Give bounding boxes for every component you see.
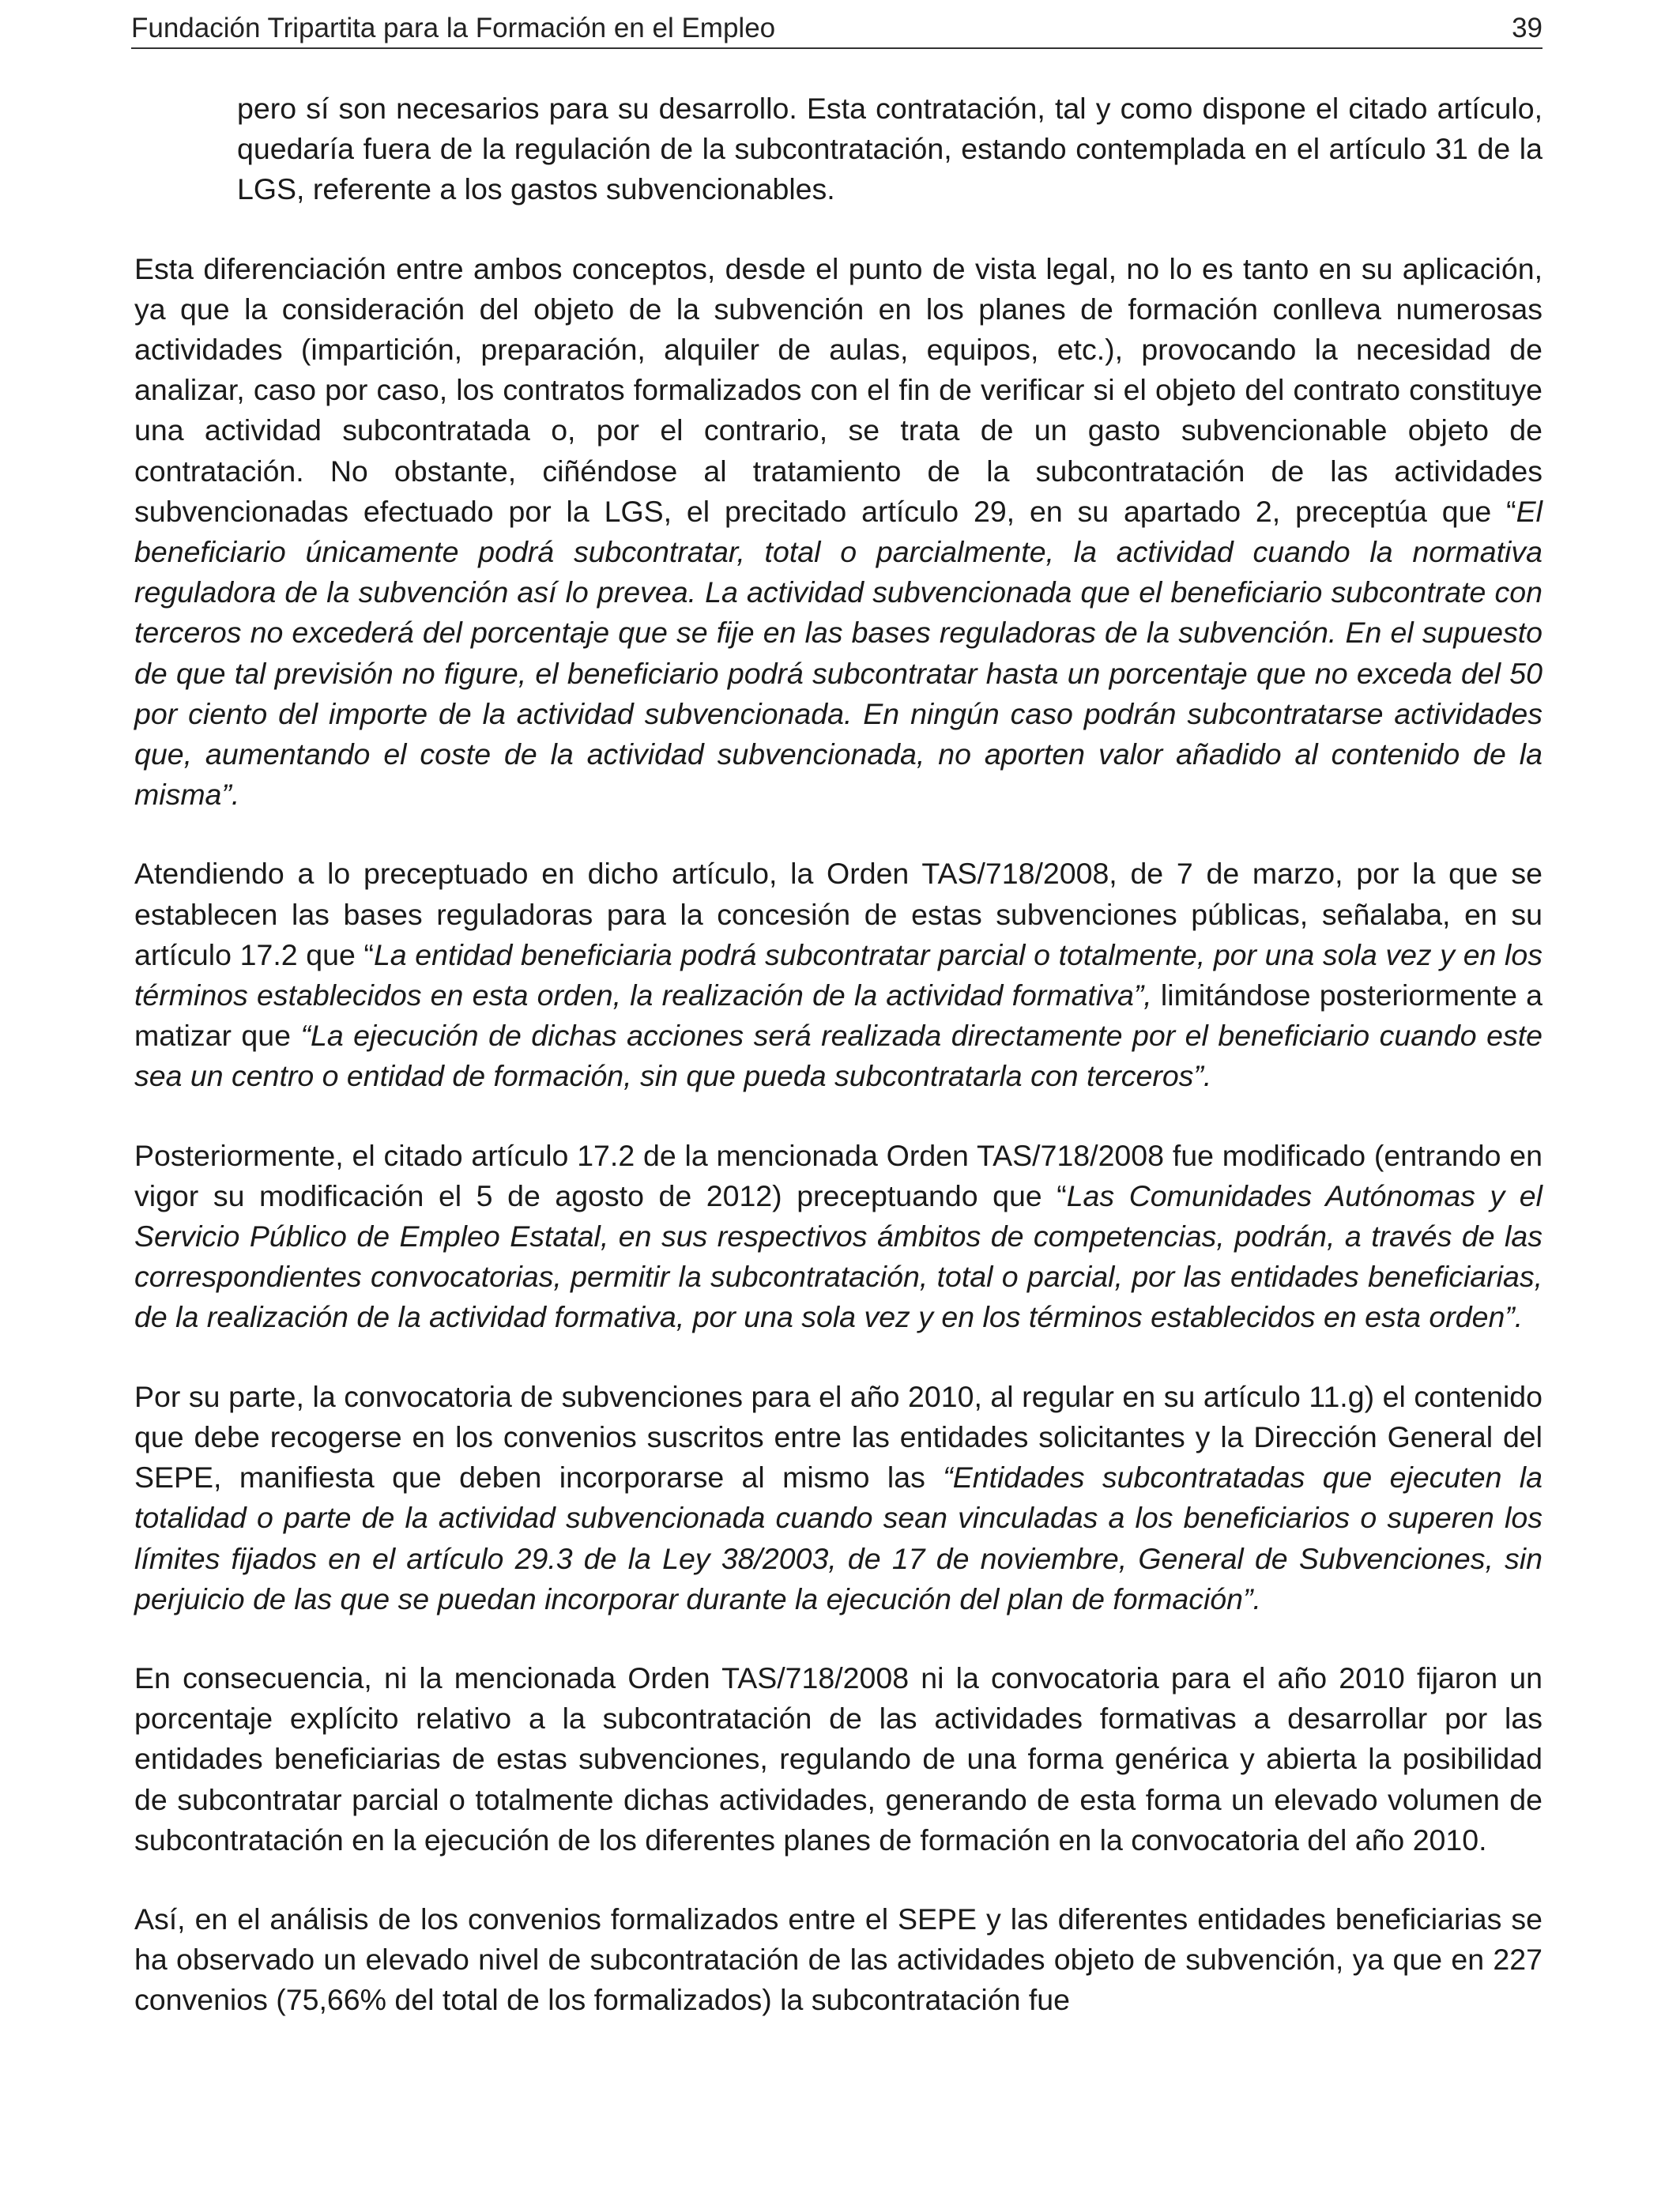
- paragraph-1: [237, 89, 1543, 210]
- paragraph-5-quote: “Entidades subcontratadas que ejecuten la totalidad o parte de la actividad subvencionada cuando sean vinculadas a los beneficiarios o superen los límites fijados en el artículo 29.3 de la Ley 38/2003, de 17 de noviembre, General de Subvenciones, sin perjuicio de las que se puedan incorporar durante la ejecución del plan de formación”.: [134, 1461, 1543, 1615]
- paragraph-3-text: Atendiendo a lo preceptuado en dicho artículo, la Orden TAS/718/2008, de 7 de marzo, por la que se establecen las bases reguladoras para la concesión de estas subvenciones públicas, señalaba, en su artículo 17.2 que “: [134, 857, 1543, 971]
- header-title: Fundación Tripartita para la Formación en el Empleo: [131, 13, 776, 43]
- paragraph-2: [134, 249, 1543, 816]
- paragraph-1-text: pero sí son necesarios para su desarrollo. Esta contratación, tal y como dispone el citado artículo, quedaría fuera de la regulación de la subcontratación, estando contemplada en el artículo 31 de la LGS, referente a los gastos subvencionables.: [237, 92, 1543, 206]
- paragraph-7: [134, 1899, 1543, 2021]
- paragraph-5-text: Por su parte, la convocatoria de subvenciones para el año 2010, al regular en su artículo 11.g) el contenido que debe recogerse en los convenios suscritos entre las entidades solicitantes y la Dirección General del SEPE, manifiesta que deben incorporarse al mismo las: [134, 1379, 1543, 1495]
- page-number: 39: [1512, 13, 1543, 43]
- paragraph-2-text: Esta diferenciación entre ambos conceptos, desde el punto de vista legal, no lo es tanto en su aplicación, ya que la consideración del objeto de la subvención en los planes de formación conlleva numerosas actividades (impartición, preparación, alquiler de aulas, equipos, etc.), provocando la necesidad de analizar, caso por caso, los contratos formalizados con el fin de verificar si el objeto del contrato constituye una actividad subcontratada o, por el contrario, se trata de un gasto subvencionable objeto de contratación. No obstante, ciñéndose al tratamiento de la subcontratación de las actividades subvencionadas efectuado por la LGS, el precitado artículo 29, en su apartado 2, preceptúa que “: [134, 251, 1543, 528]
- paragraph-6-text: En consecuencia, ni la mencionada Orden TAS/718/2008 ni la convocatoria para el año 2010 fijaron un porcentaje explícito relativo a la subcontratación de las actividades formativas a desarrollar por las entidades beneficiarias de estas subvenciones, regulando de una forma genérica y abierta la posibilidad de subcontratar parcial o totalmente dichas actividades, generando de esta forma un elevado volumen de subcontratación en la ejecución de los diferentes planes de formación en la convocatoria del año 2010.: [134, 1661, 1543, 1857]
- paragraph-5: [134, 1377, 1543, 1619]
- paragraph-4-text: Posteriormente, el citado artículo 17.2 de la mencionada Orden TAS/718/2008 fue modificado (entrando en vigor su modificación el 5 de agosto de 2012) preceptuando que “: [134, 1138, 1543, 1212]
- paragraph-3: [134, 854, 1543, 1096]
- paragraph-2-quote: El beneficiario únicamente podrá subcontratar, total o parcialmente, la actividad cuando la normativa reguladora de la subvención así lo prevea. La actividad subvencionada que el beneficiario subcontrate con terceros no excederá del porcentaje que se fije en las bases reguladoras de la subvención. En el supuesto de que tal previsión no figure, el beneficiario podrá subcontratar hasta un porcentaje que no exceda del 50 por ciento del importe de la actividad subvencionada. En ningún caso podrán subcontratarse actividades que, aumentando el coste de la actividad subvencionada, no aporten valor añadido al contenido de la misma”.: [134, 494, 1543, 812]
- document-body: [134, 89, 1543, 2060]
- paragraph-4: [134, 1136, 1543, 1338]
- paragraph-3-text-2: limitándose posteriormente a matizar que: [134, 978, 1543, 1053]
- page-header: [131, 9, 1543, 49]
- paragraph-7-text: Así, en el análisis de los convenios formalizados entre el SEPE y las diferentes entidades beneficiarias se ha observado un elevado nivel de subcontratación de las actividades objeto de subvención, ya que en 227 convenios (75,66% del total de los formalizados) la subcontratación fue: [134, 1902, 1543, 2017]
- paragraph-4-quote: Las Comunidades Autónomas y el Servicio Público de Empleo Estatal, en sus respectivos ámbitos de competencias, podrán, a través de las correspondientes convocatorias, permitir la subcontratación, total o parcial, por las entidades beneficiarias, de la realización de la actividad formativa, por una sola vez y en los términos establecidos en esta orden”.: [134, 1178, 1543, 1334]
- paragraph-6: [134, 1658, 1543, 1860]
- paragraph-3-quote-1: La entidad beneficiaria podrá subcontratar parcial o totalmente, por una sola vez y en los términos establecidos en esta orden, la realización de la actividad formativa”,: [134, 937, 1543, 1012]
- paragraph-3-quote-2: “La ejecución de dichas acciones será realizada directamente por el beneficiario cuando este sea un centro o entidad de formación, sin que pueda subcontratarla con terceros”.: [134, 1019, 1543, 1093]
